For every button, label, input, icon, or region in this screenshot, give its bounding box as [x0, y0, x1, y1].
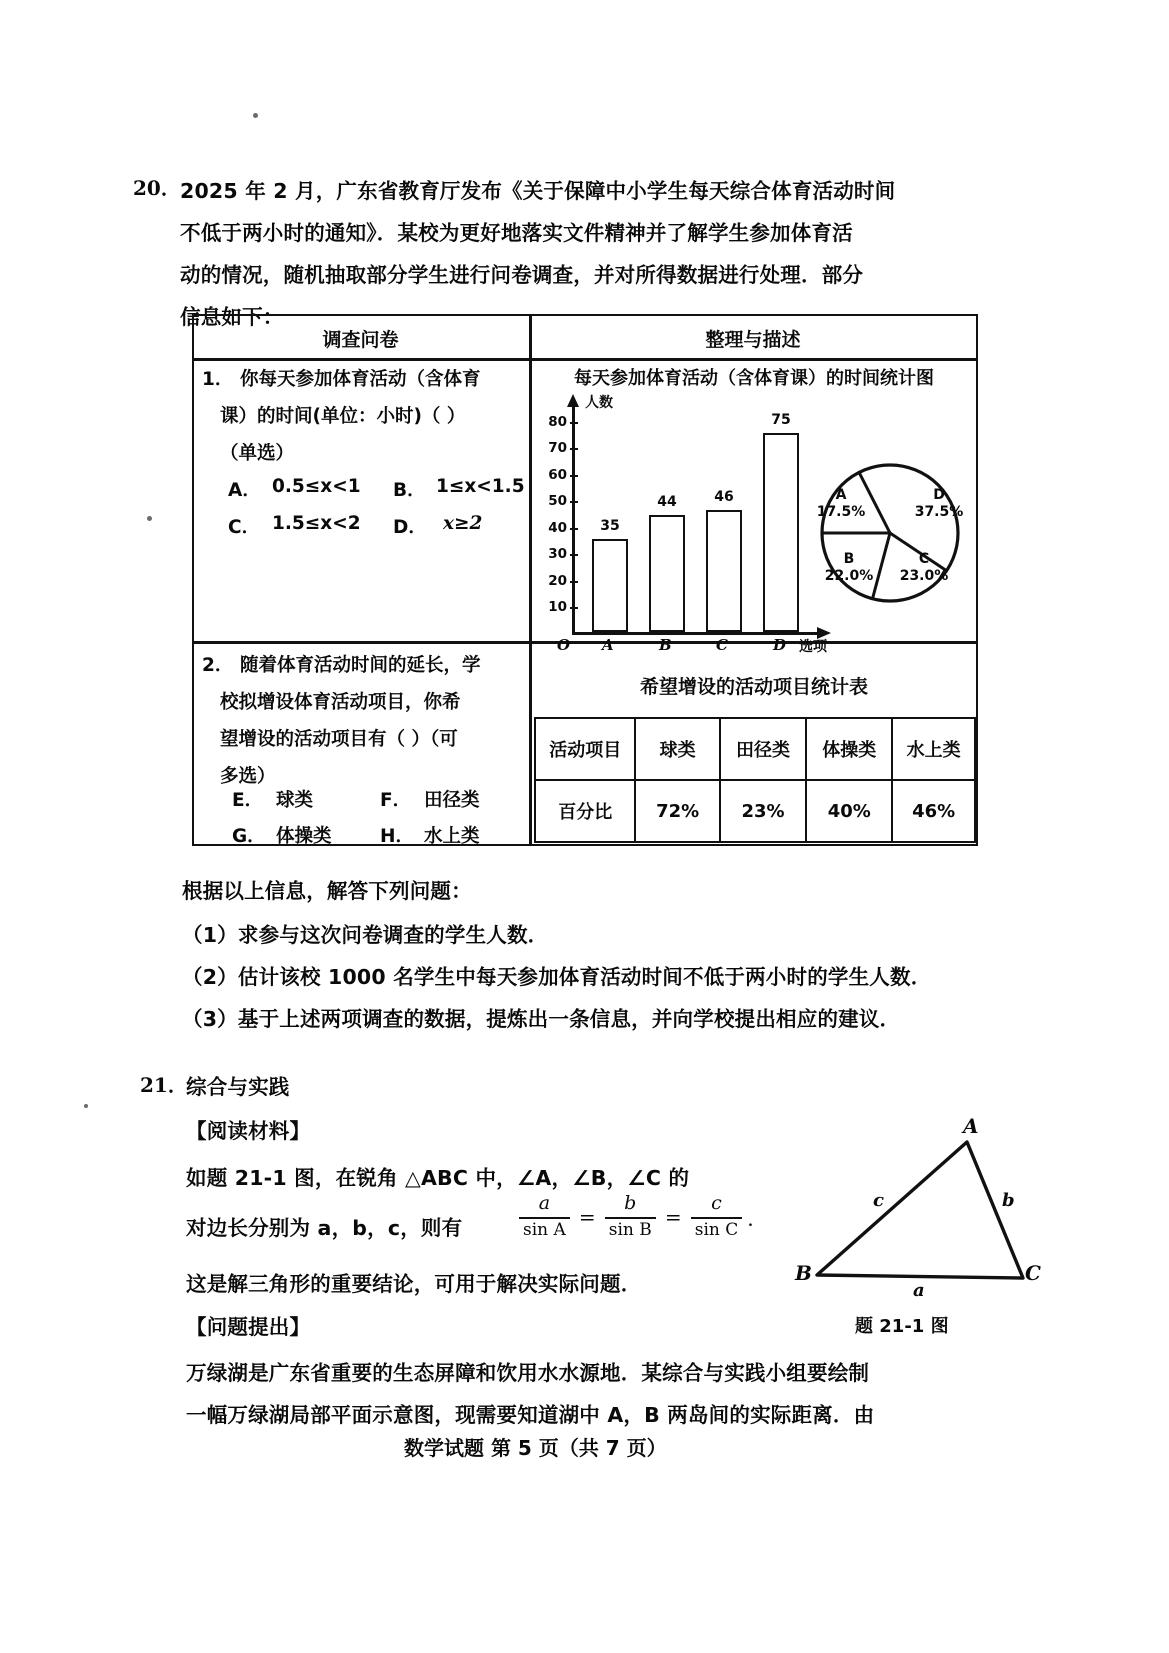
fraction-denominator-sinA: sin A — [523, 1219, 566, 1240]
survey-q2-option-h-value: 水上类 — [424, 826, 480, 847]
survey-q1-option-c-value: 1.5≤x<2 — [272, 513, 361, 534]
stats-value-3: 40% — [806, 780, 892, 842]
problem-20-lead: 根据以上信息，解答下列问题： — [182, 879, 472, 903]
scan-speck — [84, 1104, 88, 1108]
survey-q2-option-g-key: G． — [232, 826, 266, 847]
survey-q1-option-a-value: 0.5≤x<1 — [272, 476, 361, 497]
survey-q2-index: 2． — [202, 655, 234, 676]
survey-q2-line-2: 校拟增设体育活动项目，你希 — [220, 692, 461, 713]
survey-q1-option-b-key: B． — [393, 480, 426, 501]
survey-q1-option-d-key: D． — [393, 517, 427, 538]
formula-period: ． — [747, 1206, 768, 1231]
triangle-vertex-c-label: C — [1025, 1261, 1041, 1285]
stats-row-header-1: 活动项目 — [535, 718, 635, 780]
problem-20-stem-line-3: 动的情况，随机抽取部分学生进行问卷调查，并对所得数据进行处理．部分 — [180, 263, 864, 287]
stats-col-header-3: 体操类 — [806, 718, 892, 780]
x-tick-label-b: B — [659, 636, 672, 654]
x-tick-label-a: A — [602, 636, 614, 654]
table-header-rule — [194, 358, 976, 361]
y-tick — [570, 607, 578, 609]
survey-q2-option-f-key: F． — [380, 790, 412, 811]
problem-21-section-question: 【问题提出】 — [186, 1315, 311, 1339]
pie-slice-d-value: 37.5% — [914, 504, 964, 520]
pie-slice-c-label: C — [918, 551, 930, 567]
problem-20-stem-line-4: 信息如下： — [180, 305, 284, 329]
problem-20-item-2: （2）估计该校 1000 名学生中每天参加体育活动时间不低于两小时的学生人数． — [182, 965, 932, 989]
triangle-side-b-label: b — [1002, 1190, 1015, 1211]
fraction-numerator-b: b — [624, 1192, 637, 1214]
stats-table-title: 希望增设的活动项目统计表 — [639, 676, 868, 698]
survey-q1-line-1: 你每天参加体育活动（含体育 — [240, 369, 481, 390]
equals-sign-1: = — [578, 1204, 596, 1229]
y-tick-label: 80 — [548, 414, 567, 430]
survey-q2-option-e-value: 球类 — [276, 790, 314, 811]
y-tick — [570, 554, 578, 556]
triangle-figure-caption: 题 21-1 图 — [855, 1316, 949, 1337]
fraction-a-over-sinA — [519, 1194, 570, 1240]
fraction-numerator-c: c — [711, 1192, 722, 1214]
triangle-side-a-label: a — [913, 1280, 925, 1301]
bar-chart-title: 每天参加体育活动（含体育课）的时间统计图 — [574, 368, 934, 389]
survey-q2-line-1: 随着体育活动时间的延长，学 — [240, 655, 481, 676]
problem-21-line-4: 万绿湖是广东省重要的生态屏障和饮用水水源地．某综合与实践小组要绘制 — [186, 1361, 870, 1385]
pie-slice-b-value: 22.0% — [824, 568, 874, 584]
table-row — [535, 780, 975, 842]
survey-q2-option-h-key: H． — [380, 826, 414, 847]
pie-slice-c — [892, 551, 956, 585]
y-axis-label: 人数 — [585, 395, 613, 411]
y-tick-label: 40 — [548, 520, 567, 536]
problem-20-stem-line-1: 2025 年 2 月，广东省教育厅发布《关于保障中小学生每天综合体育活动时间 — [180, 179, 896, 203]
equals-sign-2: = — [664, 1204, 682, 1229]
activity-stats-table — [534, 717, 976, 843]
problem-20-number: 20． — [133, 176, 181, 200]
stats-row-header-2: 百分比 — [535, 780, 635, 842]
y-tick — [570, 528, 578, 530]
triangle-vertex-b-label: B — [795, 1261, 812, 1285]
pie-slice-a-value: 17.5% — [816, 504, 866, 520]
problem-21-line-3: 这是解三角形的重要结论，可用于解决实际问题． — [186, 1272, 642, 1296]
bar-b-value: 44 — [657, 494, 677, 510]
x-axis — [572, 632, 820, 635]
fraction-c-over-sinC — [691, 1194, 743, 1240]
y-tick-label: 70 — [548, 440, 567, 456]
pie-slice-a — [808, 487, 874, 521]
fraction-rule — [519, 1217, 570, 1219]
pie-slice-b — [817, 551, 881, 585]
survey-q1-option-b-value: 1≤x<1.5 — [436, 476, 525, 497]
scan-speck — [147, 516, 152, 521]
y-tick — [570, 422, 578, 424]
triangle-side-c-label: c — [873, 1190, 884, 1211]
pie-slice-d — [904, 487, 974, 521]
pie-chart-svg — [812, 455, 972, 615]
survey-q1-line-3: （单选） — [220, 443, 295, 464]
x-axis-label: 选项 — [799, 639, 827, 655]
stats-col-header-1: 球类 — [635, 718, 719, 780]
y-tick-label: 20 — [548, 573, 567, 589]
y-tick-label: 50 — [548, 493, 567, 509]
triangle-figure — [795, 1114, 1045, 1301]
stats-value-2: 23% — [720, 780, 806, 842]
y-axis-arrow-icon — [566, 394, 582, 408]
bar-c-value: 46 — [714, 489, 734, 505]
pie-slice-c-value: 23.0% — [899, 568, 949, 584]
y-tick — [570, 501, 578, 503]
survey-q1-option-d-value: x≥2 — [443, 513, 483, 534]
triangle-vertex-a-label: A — [963, 1114, 979, 1138]
bar-a-value: 35 — [600, 518, 620, 534]
survey-q2-line-4: 多选） — [220, 766, 276, 787]
stats-col-header-2: 田径类 — [720, 718, 806, 780]
problem-21-line-1: 如题 21-1 图，在锐角 △ABC 中，∠A，∠B，∠C 的 — [186, 1166, 690, 1190]
stats-value-4: 46% — [892, 780, 975, 842]
problem-20-item-1: （1）求参与这次问卷调查的学生人数． — [182, 923, 549, 947]
fraction-numerator-a: a — [538, 1192, 551, 1214]
problem-21-title: 综合与实践 — [186, 1075, 290, 1099]
pie-chart — [812, 455, 972, 615]
fraction-rule — [605, 1217, 656, 1219]
page-footer: 数学试题 第 5 页（共 7 页） — [404, 1436, 667, 1460]
y-axis — [572, 402, 575, 634]
pie-slice-a-label: A — [835, 487, 847, 503]
fraction-b-over-sinB — [605, 1194, 656, 1240]
fraction-rule — [691, 1217, 743, 1219]
problem-21-number: 21． — [140, 1073, 188, 1097]
y-tick — [570, 581, 578, 583]
analysis-column-header: 整理与描述 — [705, 329, 801, 351]
x-origin-label: O — [557, 636, 571, 654]
survey-q2-option-g-value: 体操类 — [276, 826, 332, 847]
problem-20-stem-line-2: 不低于两小时的通知》．某校为更好地落实文件精神并了解学生参加体育活 — [180, 221, 853, 245]
stats-value-1: 72% — [635, 780, 719, 842]
pie-slice-d-label: D — [933, 487, 945, 503]
y-tick-label: 10 — [548, 599, 567, 615]
table-row-header — [535, 718, 975, 780]
fraction-denominator-sinC: sin C — [694, 1219, 739, 1240]
bar-c — [706, 510, 742, 632]
law-of-sines-formula — [519, 1194, 767, 1240]
y-tick-label: 60 — [548, 467, 567, 483]
stats-col-header-4: 水上类 — [892, 718, 975, 780]
y-tick — [570, 475, 578, 477]
x-tick-label-c: C — [716, 636, 728, 654]
fraction-denominator-sinB: sin B — [608, 1219, 652, 1240]
problem-21-line-5: 一幅万绿湖局部平面示意图，现需要知道湖中 A，B 两岛间的实际距离．由 — [186, 1403, 875, 1427]
survey-q1-line-2: 课）的时间(单位：小时)（ ） — [220, 406, 466, 427]
bar-a — [592, 539, 628, 632]
y-tick — [570, 448, 578, 450]
survey-q2-option-f-value: 田径类 — [424, 790, 480, 811]
survey-column-header: 调查问卷 — [322, 329, 399, 351]
bar-d-value: 75 — [771, 412, 791, 428]
problem-21-line-2-prefix: 对边长分别为 a，b，c，则有 — [186, 1216, 463, 1240]
problem-21-section-reading: 【阅读材料】 — [186, 1119, 311, 1143]
survey-q1-option-c-key: C． — [228, 517, 261, 538]
y-tick-label: 30 — [548, 546, 567, 562]
scan-speck — [253, 113, 258, 118]
bar-b — [649, 515, 685, 632]
survey-q1-option-a-key: A． — [228, 480, 261, 501]
pie-slice-b-label: B — [843, 551, 855, 567]
survey-q1-index: 1． — [202, 369, 234, 390]
x-tick-label-d: D — [773, 636, 787, 654]
bar-chart — [537, 395, 827, 655]
bar-d — [763, 433, 799, 632]
survey-q2-line-3: 望增设的活动项目有（ ）（可 — [220, 729, 458, 750]
survey-q2-option-e-key: E． — [232, 790, 264, 811]
problem-20-item-3: （3）基于上述两项调查的数据，提炼出一条信息，并向学校提出相应的建议． — [182, 1007, 901, 1031]
